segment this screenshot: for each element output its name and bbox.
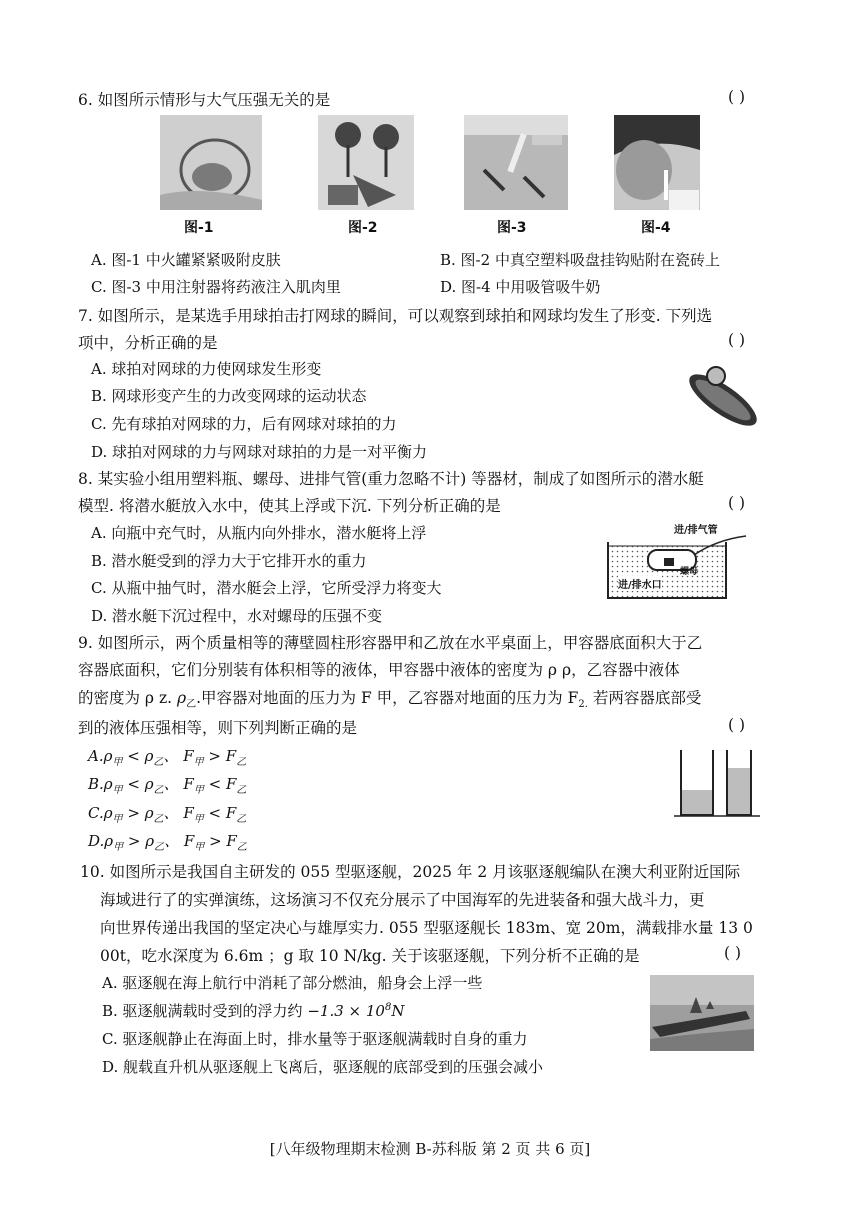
straw-milk-icon [614, 115, 700, 210]
q9-stem-line-1: 9. 如图所示，两个质量相等的薄壁圆柱形容器甲和乙放在水平桌面上，甲容器底面积大于乙 [78, 634, 703, 652]
q6-caption-2: 图-2 [348, 220, 378, 236]
q7-option-a: A. 球拍对网球的力使网球发生形变 [91, 360, 322, 378]
q10-answer-paren: ( ) [724, 944, 742, 962]
cupping-jar-icon [160, 115, 262, 210]
q6-caption-4: 图-4 [641, 220, 671, 236]
q8-label-port: 进/排水口 [618, 576, 662, 591]
q7-answer-paren: ( ) [728, 331, 746, 349]
q6-option-b: B. 图-2 中真空塑料吸盘挂钩贴附在瓷砖上 [440, 251, 720, 269]
q6-option-c: C. 图-3 中用注射器将药液注入肌肉里 [91, 278, 341, 296]
q8-label-nut: 螺母 [680, 567, 699, 577]
q9-option-b: $B.\rho_甲 < \rho_乙$、 $F_甲 < F_乙$ [88, 775, 247, 796]
q7-option-c: C. 先有球拍对网球的力，后有网球对球拍的力 [91, 415, 397, 433]
q6-option-d: D. 图-4 中用吸管吸牛奶 [440, 278, 601, 296]
q7-stem-line-2: 项中，分析正确的是 [78, 334, 218, 352]
q7-option-b: B. 网球形变产生的力改变网球的运动状态 [91, 387, 367, 405]
containers-figure [674, 748, 760, 818]
destroyer-photo-icon [650, 975, 754, 1051]
q9-stem-3d: .甲容器对地面的压力为 F 甲，乙容器对地面的压力为 F [196, 689, 579, 707]
suction-hook-icon [318, 115, 414, 210]
q9-stem-3c: 乙 [186, 699, 197, 711]
q6-figure-4 [614, 115, 700, 210]
q8-option-c: C. 从瓶中抽气时，潜水艇会上浮，它所受浮力将变大 [91, 579, 442, 597]
q10-stem-line-2: 海域进行了的实弹演练，这场演习不仅充分展示了中国海军的先进装备和强大战斗力，更 [100, 891, 705, 909]
q6-caption-3: 图-3 [497, 220, 527, 236]
q8-option-a: A. 向瓶中充气时，从瓶内向外排水，潜水艇将上浮 [91, 524, 427, 542]
q9-stem-3b: ρ [177, 689, 187, 707]
q7-stem-line-1: 7. 如图所示，是某选手用球拍击打网球的瞬间，可以观察到球拍和网球均发生了形变. 下列选 [78, 307, 713, 325]
q9-answer-paren: ( ) [728, 716, 746, 734]
q6-answer-paren: ( ) [728, 88, 746, 106]
q6-figure-2 [318, 115, 414, 210]
q10-option-d: D. 舰载直升机从驱逐舰上飞离后，驱逐舰的底部受到的压强会减小 [102, 1058, 544, 1076]
q9-stem-line-2: 容器底面积，它们分别装有体积相等的液体，甲容器中液体的密度为 ρ ρ，乙容器中液体 [78, 661, 680, 679]
q10-option-b: B. 驱逐舰满载时受到的浮力约 $-1.3 \times 10^8N$ [102, 1002, 405, 1020]
q9-stem-line-3 [78, 686, 701, 710]
q9-option-a: $A.\rho_甲 < \rho_乙$、 $F_甲 > F_乙$ [88, 747, 247, 768]
q9-stem-3e: 2. [578, 699, 588, 711]
q7-option-d: D. 球拍对网球的力与网球对球拍的力是一对平衡力 [91, 443, 428, 461]
q8-stem-line-2: 模型. 将潜水艇放入水中，使其上浮或下沉. 下列分析正确的是 [78, 497, 501, 515]
tennis-racket-icon [678, 358, 768, 443]
q9-stem-3f: 若两容器底部受 [587, 689, 702, 707]
q10-option-a: A. 驱逐舰在海上航行中消耗了部分燃油，船身会上浮一些 [102, 974, 483, 992]
syringe-icon [464, 115, 568, 210]
q9-option-d: $D.\rho_甲 > \rho_乙$、 $F_甲 > F_乙$ [88, 832, 247, 853]
q6-option-a: A. 图-1 中火罐紧紧吸附皮肤 [91, 251, 281, 269]
q10-stem-line-3: 向世界传递出我国的坚定决心与雄厚实力. 055 型驱逐舰长 183m、宽 20m，满载排水量 13 0 [100, 919, 753, 937]
q6-figure-3 [464, 115, 568, 210]
q6-caption-1: 图-1 [184, 220, 214, 236]
submarine-model-figure [606, 520, 756, 600]
q8-option-b: B. 潜水艇受到的浮力大于它排开水的重力 [91, 552, 367, 570]
q10-stem-line-4: 00t，吃水深度为 6.6m ；g 取 10 N/kg. 关于该驱逐舰，下列分析不正确的是 [100, 947, 640, 965]
q10-option-c: C. 驱逐舰静止在海面上时，排水量等于驱逐舰满载时自身的重力 [102, 1030, 528, 1048]
q6-stem: 6. 如图所示情形与大气压强无关的是 [78, 91, 331, 109]
q9-option-c: $C.\rho_甲 > \rho_乙$、 $F_甲 < F_乙$ [88, 804, 247, 825]
q8-option-d: D. 潜水艇下沉过程中，水对螺母的压强不变 [91, 607, 383, 625]
q9-stem-line-4: 到的液体压强相等，则下列判断正确的是 [78, 719, 358, 737]
q8-answer-paren: ( ) [728, 494, 746, 512]
q8-stem-line-1: 8. 某实验小组用塑料瓶、螺母、进排气管(重力忽略不计) 等器材，制成了如图所示的潜水艇 [78, 470, 704, 488]
q10-stem-line-1: 10. 如图所示是我国自主研发的 055 型驱逐舰，2025 年 2 月该驱逐舰编队在澳大利亚附近国际 [80, 863, 741, 881]
page-footer: [八年级物理期末检测 B-苏科版 第 2 页 共 6 页] [269, 1140, 591, 1158]
q8-label-tube: 进/排气管 [674, 525, 718, 536]
q6-figure-1 [160, 115, 262, 210]
q9-stem-3a: 的密度为 ρ z. [78, 689, 177, 707]
